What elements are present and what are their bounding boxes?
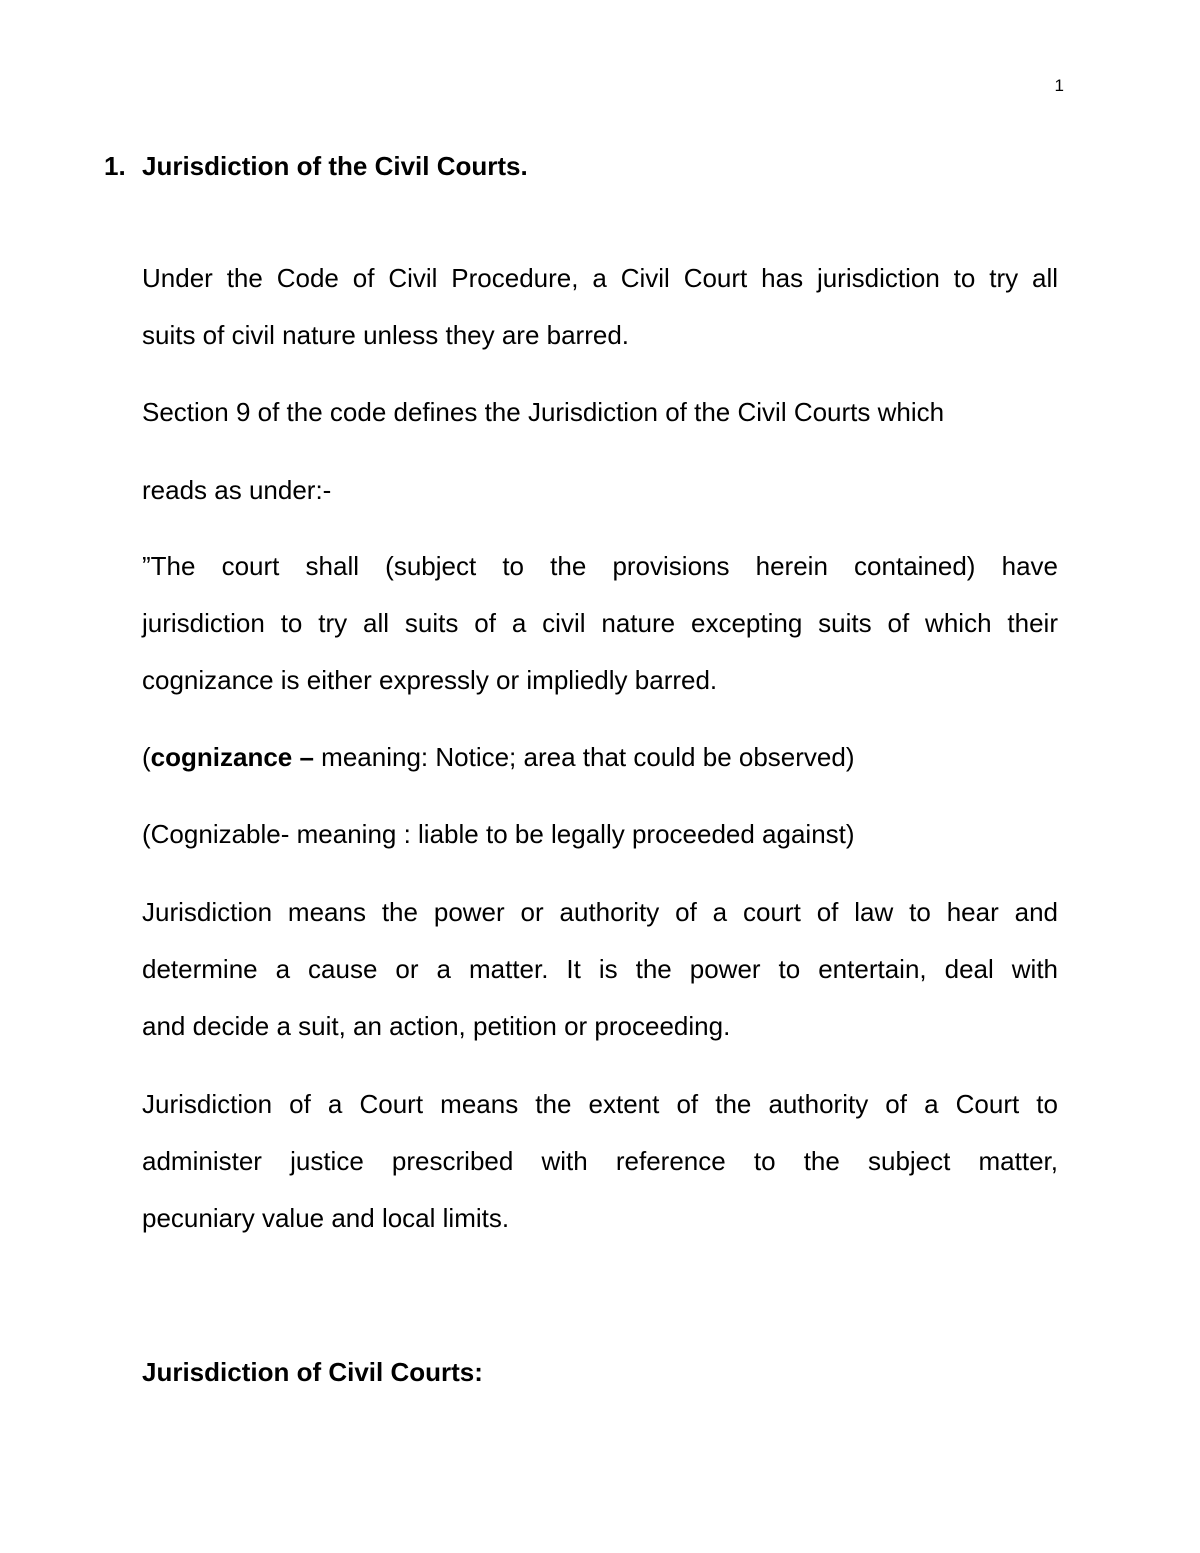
note-open-paren: (	[142, 742, 151, 772]
section-number: 1.	[104, 151, 126, 181]
text-line: jurisdiction to try all suits of a civil nature excepting suits of which their	[142, 608, 1058, 638]
section-title: Jurisdiction of the Civil Courts.	[142, 151, 528, 181]
text-line: reads as under:-	[142, 475, 332, 505]
text-line: ”The court shall (subject to the provisions herein contained) have	[142, 551, 1058, 581]
text-line: pecuniary value and local limits.	[142, 1203, 510, 1233]
subsection-heading: Jurisdiction of Civil Courts:	[142, 1357, 483, 1387]
page-number: 1	[1054, 76, 1064, 95]
text-line: Section 9 of the code defines the Jurisdiction of the Civil Courts which	[142, 397, 945, 427]
text-line: Under the Code of Civil Procedure, a Civil Court has jurisdiction to try all	[142, 263, 1058, 293]
text-line: cognizance is either expressly or impliedly barred.	[142, 665, 718, 695]
text-line: determine a cause or a matter. It is the power to entertain, deal with	[142, 954, 1058, 984]
text-line: administer justice prescribed with reference to the subject matter,	[142, 1146, 1058, 1176]
note-cognizable: (Cognizable- meaning : liable to be legally proceeded against)	[142, 819, 855, 849]
note-meaning: meaning: Notice; area that could be observed)	[313, 742, 855, 772]
text-line: suits of civil nature unless they are barred.	[142, 320, 630, 350]
note-cognizance	[142, 741, 1058, 773]
text-line: Jurisdiction of a Court means the extent of the authority of a Court to	[142, 1089, 1058, 1119]
text-line: and decide a suit, an action, petition or proceeding.	[142, 1011, 731, 1041]
section-heading	[104, 150, 528, 182]
note-term: cognizance –	[150, 742, 314, 772]
text-line: Jurisdiction means the power or authority of a court of law to hear and	[142, 897, 1058, 927]
